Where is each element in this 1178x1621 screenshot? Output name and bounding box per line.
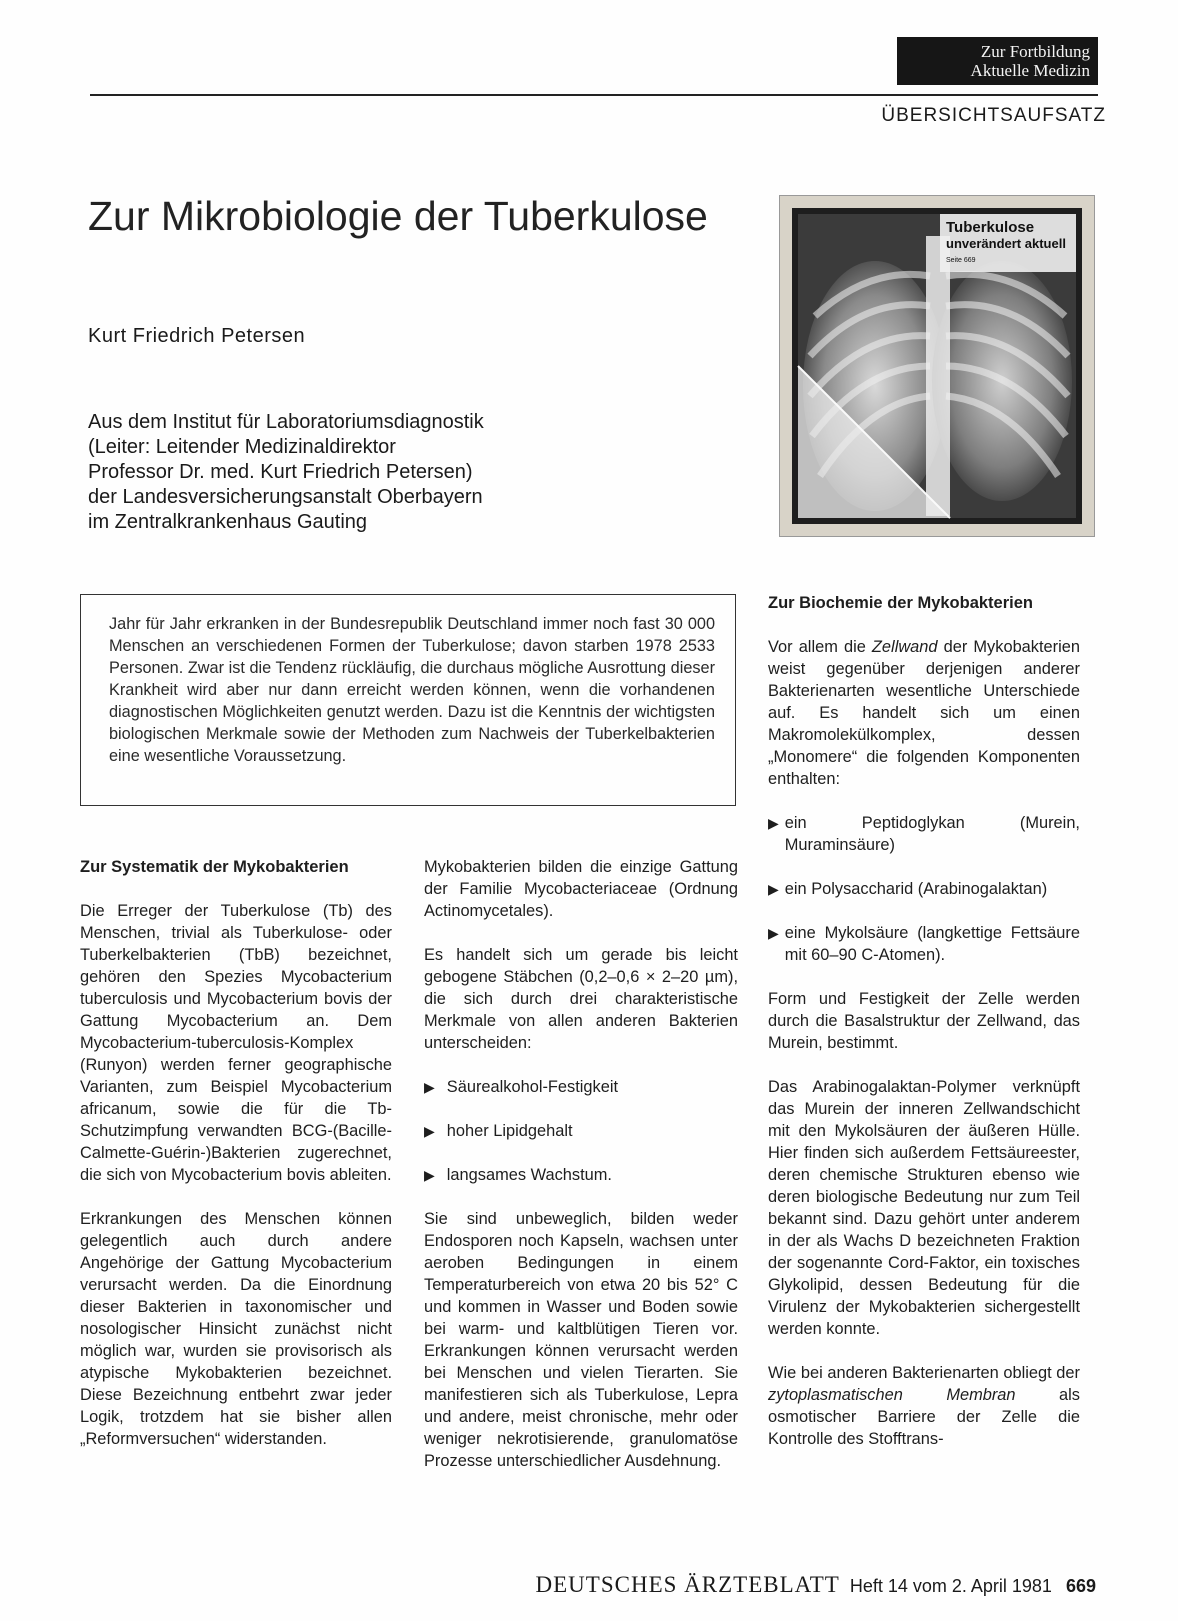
chest-xray-image (779, 195, 1095, 537)
triangle-bullet-icon: ▶ (768, 925, 779, 941)
triangle-bullet-icon: ▶ (768, 881, 779, 897)
section-badge (897, 37, 1098, 85)
page-footer (536, 1572, 1096, 1598)
list-item-text: hoher Lipidgehalt (446, 1122, 573, 1140)
column-3 (768, 592, 1080, 1472)
section-heading: Zur Biochemie der Mykobakterien (768, 594, 1033, 612)
list-item-text: eine Mykolsäure (langkettige Fettsäure mit 60–90 C-Atomen). (784, 924, 1080, 964)
list-item-text: langsames Wachstum. (446, 1166, 612, 1184)
badge-line-2: Aktuelle Medizin (970, 61, 1090, 80)
paragraph (768, 1362, 1080, 1450)
page-number: 669 (1065, 1576, 1096, 1596)
paragraph: Das Arabinogalaktan-Polymer verknüpft das Murein der inneren Zellwandschicht mit den Mykolsäuren der äußeren Hülle. Hier finden sich außerdem Fettsäureester, deren chemische Strukturen ebenso wie deren biologische Bedeutung nur zum Teil bekannt sind. Dazu gehört unter anderem in der als Wachs D bezeichneten Fraktion der sogenannte Cord-Faktor, ein toxisches Glykolipid, dessen Bedeutung für die Virulenz der Mykobakterien sichergestellt werden konnte. (768, 1078, 1080, 1338)
text-run: der Mykobakterien weist gegenüber derjenigen anderer Bakterienarten wesentliche Unterschiede auf. Es handelt sich um einen Makromolekülkomplex, dessen „Monomere“ die folgenden Komponenten enthalten: (768, 638, 1080, 788)
emphasis: zytoplasmatischen Membran (768, 1386, 1016, 1404)
author-affiliation (88, 410, 708, 535)
paragraph: Die Erreger der Tuberkulose (Tb) des Menschen, trivial als Tuberkulose- oder Tuberkelbakterien (TbB) bezeichnet, gehören den Spezies Mycobacterium tuberculosis und Mycobacterium bovis der Gattung Mycobacterium an. Dem Mycobacterium-tuberculosis-Komplex (Runyon) werden ferner geographische Varianten, zum Beispiel Mycobacterium africanum, sowie die für die Tb-Schutzimpfung verwandten BCG-(Bacille-Calmette-Guérin-)Bakterien zugerechnet, die sich von Mycobacterium bovis ableiten. (80, 902, 392, 1184)
list-item (768, 922, 1080, 966)
paragraph: Es handelt sich um gerade bis leicht gebogene Stäbchen (0,2–0,6 × 2–20 µm), die sich durch drei charakteristische Merkmale von allen anderen Bakterien unterscheiden: (424, 946, 738, 1052)
list-item (424, 1164, 738, 1186)
list-item (768, 878, 1080, 900)
article-type-label: ÜBERSICHTSAUFSATZ (881, 105, 1106, 126)
list-item (768, 812, 1080, 856)
xray-graphic (780, 196, 1094, 536)
abstract-box (80, 594, 736, 806)
header-rule (90, 94, 1098, 96)
text-run: Vor allem die (768, 638, 872, 656)
affiliation-line: Professor Dr. med. Kurt Friedrich Petersen) (88, 461, 473, 483)
section-heading: Zur Systematik der Mykobakterien (80, 858, 349, 876)
text-run: Wie bei anderen Bakterienarten obliegt der (768, 1364, 1080, 1382)
list-item-text: ein Polysaccharid (Arabinogalaktan) (784, 880, 1048, 898)
abstract-text: Jahr für Jahr erkranken in der Bundesrepublik Deutschland immer noch fast 30 000 Menschen an verschiedenen Formen der Tuberkulose; davon starben 1978 2533 Personen. Zwar ist die Tendenz rückläufig, die durchaus mögliche Ausrottung dieser Krankheit wird aber nur dann erreicht werden können, wenn die vorhandenen diagnostischen Möglichkeiten genutzt werden. Dazu ist die Kenntnis der wichtigsten biologischen Merkmale sowie der Methoden zum Nachweis der Tuberkelbakterien eine wesentliche Voraussetzung. (109, 615, 715, 765)
list-item-text: ein Peptidoglykan (Murein, Muraminsäure) (784, 814, 1080, 854)
affiliation-line: der Landesversicherungsanstalt Oberbayern (88, 486, 483, 508)
paragraph (768, 636, 1080, 790)
affiliation-line: Aus dem Institut für Laboratoriumsdiagnostik (88, 411, 484, 433)
list-item (424, 1120, 738, 1142)
affiliation-line: (Leiter: Leitender Medizinaldirektor (88, 436, 396, 458)
paragraph: Mykobakterien bilden die einzige Gattung der Familie Mycobacteriaceae (Ordnung Actinomycetales). (424, 858, 738, 920)
column-1 (80, 856, 392, 1472)
emphasis: Zellwand (871, 638, 938, 656)
triangle-bullet-icon: ▶ (768, 815, 779, 831)
paragraph: Sie sind unbeweglich, bilden weder Endosporen noch Kapseln, wachsen unter aeroben Bedingungen in einem Temperaturbereich von etwa 20 bis 52° C und kommen in Wasser und Boden sowie bei warm- und kaltblütigen Tieren vor. Erkrankungen können verursacht werden bei Menschen und vielen Tierarten. Sie manifestieren sich als Tuberkulose, Lepra und andere, meist chronische, mehr oder weniger nekrotisierende, granulomatöse Prozesse unterschiedlicher Ausdehnung. (424, 1210, 738, 1470)
triangle-bullet-icon: ▶ (424, 1123, 435, 1139)
triangle-bullet-icon: ▶ (424, 1167, 435, 1183)
author-name: Kurt Friedrich Petersen (88, 325, 306, 347)
paragraph: Form und Festigkeit der Zelle werden durch die Basalstruktur der Zellwand, das Murein, bestimmt. (768, 990, 1080, 1052)
cover-text-line3: Seite 669 (946, 257, 976, 264)
issue-info: Heft 14 vom 2. April 1981 (849, 1576, 1052, 1596)
column-2 (424, 856, 738, 1494)
article-title: Zur Mikrobiologie der Tuberkulose (88, 193, 708, 239)
affiliation-line: im Zentralkrankenhaus Gauting (88, 511, 368, 533)
list-item (424, 1076, 738, 1098)
text-run: als osmotischer Barriere der Zelle die Kontrolle des Stofftrans- (768, 1386, 1080, 1448)
paragraph: Erkrankungen des Menschen können gelegentlich auch durch andere Angehörige der Gattung Mycobacterium verursacht werden. Da die Einordnung dieser Bakterien in taxonomischer und nosologischer Hinsicht zunächst nicht möglich war, wurden sie provisorisch als atypische Mykobakterien bezeichnet. Diese Bezeichnung entbehrt zwar jeder Logik, trotzdem hat sie bisher allen „Reformversuchen“ widerstanden. (80, 1210, 392, 1448)
journal-name: DEUTSCHES ÄRZTEBLATT (535, 1572, 840, 1597)
cover-text-line1: Tuberkulose (946, 219, 1035, 236)
list-item-text: Säurealkohol-Festigkeit (446, 1078, 619, 1096)
triangle-bullet-icon: ▶ (424, 1079, 435, 1095)
cover-text-line2: unverändert aktuell (946, 236, 1066, 251)
badge-line-1: Zur Fortbildung (980, 42, 1090, 61)
